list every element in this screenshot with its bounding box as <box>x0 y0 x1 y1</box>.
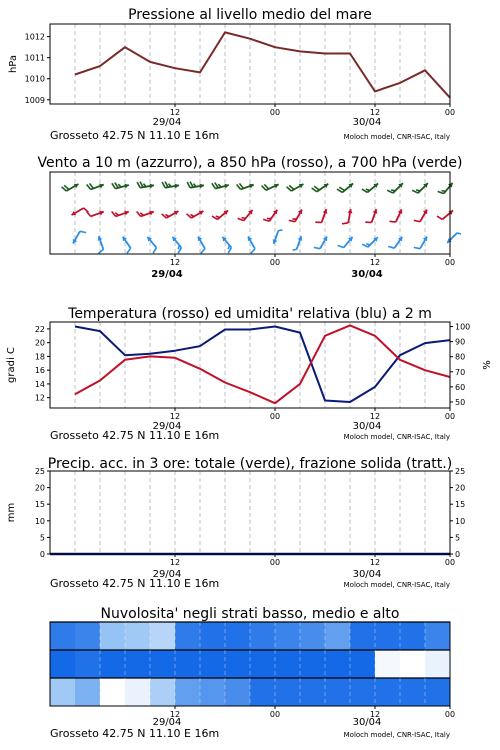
wind-barb-feather <box>218 184 221 187</box>
cloud-title: Nuvolosita' negli strati basso, medio e alto <box>100 606 400 622</box>
cloud-cell <box>75 678 101 706</box>
wind-barb-feather <box>338 245 344 247</box>
precip-ytick-label: 5 <box>39 533 45 543</box>
temp-ytick-label: 22 <box>34 324 45 334</box>
cloud-cell <box>325 622 351 650</box>
wind-title: Vento a 10 m (azzurro), a 850 hPa (rosso), a 700 hPa (verde) <box>37 155 463 171</box>
wind-barb-feather <box>165 182 168 188</box>
wind-barb-feather <box>442 191 446 192</box>
temp-ylabel: gradi C <box>6 347 17 383</box>
cloud-cell <box>225 650 251 678</box>
wind-barb-feather <box>115 183 118 188</box>
precip-date: 30/04 <box>352 569 382 580</box>
precip-time-tick: 00 <box>269 558 281 567</box>
wind-barb-feather <box>153 248 156 253</box>
wind-time-tick: 00 <box>269 258 281 267</box>
pressure-model-credit: Moloch model, CNR-ISAC, Italy <box>343 133 450 141</box>
humidity-y2tick-label: 70 <box>455 367 466 377</box>
wind-barb-feather <box>187 182 190 188</box>
precip-time-tick: 12 <box>169 558 181 567</box>
cloud-date: 30/04 <box>352 717 382 728</box>
temp-time-tick: 12 <box>169 412 181 421</box>
cloud-cell <box>75 650 101 678</box>
cloud-cell <box>125 650 151 678</box>
cloud-cell <box>400 678 426 706</box>
cloud-cell <box>300 678 326 706</box>
wind-barb-feather <box>388 246 394 248</box>
cloud-cell <box>375 678 401 706</box>
wind-barb-feather <box>416 190 420 191</box>
wind-level-2 <box>62 182 453 194</box>
precip-location: Grosseto 42.75 N 11.10 E 16m <box>50 577 220 590</box>
wind-barb-feather <box>112 211 116 216</box>
humidity-ylabel: % <box>482 360 493 370</box>
wind-time-tick: 12 <box>169 258 181 267</box>
humidity-y2tick-label: 100 <box>455 322 471 332</box>
precip-title: Precip. acc. in 3 ore: totale (verde), frazione solida (tratt.) <box>47 456 453 472</box>
cloud-cell <box>350 678 376 706</box>
wind-barb-feather <box>80 231 86 232</box>
cloud-cell <box>150 678 176 706</box>
wind-barb-feather <box>140 182 143 188</box>
precip-date: 29/04 <box>152 569 182 580</box>
cloud-cell <box>100 622 126 650</box>
wind-barb-feather <box>366 189 370 190</box>
cloud-cell <box>50 650 76 678</box>
wind-barb-feather <box>190 214 193 216</box>
pressure-location: Grosseto 42.75 N 11.10 E 16m <box>50 129 220 142</box>
cloud-cell <box>300 650 326 678</box>
pressure-ytick-label: 1009 <box>24 95 45 105</box>
wind-barb-feather <box>293 249 297 250</box>
pressure-date: 29/04 <box>152 117 182 128</box>
pressure-ytick-label: 1011 <box>24 53 45 63</box>
precip-time-tick: 00 <box>444 558 456 567</box>
wind-barb-feather <box>178 245 179 249</box>
humidity-series-line <box>75 327 450 403</box>
temp-ytick-label: 12 <box>34 393 45 403</box>
precip-ytick-label: 10 <box>34 516 45 526</box>
wind-barb-feather <box>127 248 131 253</box>
cloud-cell <box>50 678 76 706</box>
cloud-cell <box>275 650 301 678</box>
temp-ytick-label: 16 <box>34 366 45 376</box>
wind-barb-feather <box>238 218 244 220</box>
wind-barb-feather <box>190 182 193 188</box>
wind-barb-feather <box>242 218 246 219</box>
cloud-cell <box>425 622 451 650</box>
cloud-cell <box>425 678 451 706</box>
pressure-time-tick: 12 <box>169 108 181 117</box>
cloud-location: Grosseto 42.75 N 11.10 E 16m <box>50 727 220 740</box>
cloud-cell <box>125 678 151 706</box>
cloud-cell <box>75 622 101 650</box>
temp-location: Grosseto 42.75 N 11.10 E 16m <box>50 429 220 442</box>
cloud-cell <box>275 678 301 706</box>
cloud-cell <box>200 678 226 706</box>
wind-time-tick: 00 <box>444 258 456 267</box>
wind-barb-feather <box>339 187 344 190</box>
cloud-cell <box>175 678 201 706</box>
precip-time-tick: 12 <box>369 558 381 567</box>
cloud-cell <box>50 622 76 650</box>
wind-barb-feather <box>263 219 269 221</box>
cloud-cell <box>375 622 401 650</box>
cloud-cell <box>350 650 376 678</box>
cloud-cell <box>375 650 401 678</box>
temp-title: Temperatura (rosso) ed umidita' relativa (blu) a 2 m <box>68 306 432 322</box>
cloud-cell <box>275 622 301 650</box>
wind-barb-feather <box>251 249 255 254</box>
cloud-cell <box>250 678 276 706</box>
temp-time-tick: 12 <box>369 412 381 421</box>
temp-model-credit: Moloch model, CNR-ISAC, Italy <box>343 433 450 441</box>
pressure-title: Pressione al livello medio del mare <box>128 7 372 23</box>
wind-barb-feather <box>391 190 395 191</box>
cloud-cell <box>200 650 226 678</box>
wind-barb-feather <box>215 183 218 188</box>
cloud-cell <box>425 650 451 678</box>
cloud-cell <box>250 650 276 678</box>
precip-ylabel: mm <box>6 502 17 523</box>
wind-barb-feather <box>366 244 370 245</box>
wind-barb-feather <box>389 221 395 222</box>
cloud-cell <box>100 678 126 706</box>
wind-date: 30/04 <box>351 269 383 280</box>
cloud-cell <box>200 622 226 650</box>
precip-right-y2tick-label: 20 <box>455 483 466 493</box>
wind-barb-feather <box>437 216 442 219</box>
wind-level-1 <box>72 208 454 224</box>
precip-right-y2tick-label: 15 <box>455 500 466 510</box>
wind-barb-feather <box>289 220 295 221</box>
precip-right-y2tick-label: 5 <box>455 533 461 543</box>
pressure-plot-frame <box>50 24 450 104</box>
pressure-time-tick: 00 <box>269 108 281 117</box>
cloud-cell <box>175 622 201 650</box>
wind-barb-feather <box>140 213 143 216</box>
wind-barb-feather <box>228 245 229 249</box>
cloud-cell <box>400 622 426 650</box>
humidity-y2tick-label: 80 <box>455 352 466 362</box>
cloud-cell <box>100 650 126 678</box>
cloud-model-credit: Moloch model, CNR-ISAC, Italy <box>343 731 450 739</box>
precip-ytick-label: 15 <box>34 500 45 510</box>
cloud-cell <box>225 622 251 650</box>
wind-barb-feather <box>414 220 420 221</box>
cloud-cell <box>250 622 276 650</box>
wind-barb-feather <box>342 223 348 224</box>
wind-time-tick: 12 <box>369 258 381 267</box>
humidity-y2tick-label: 90 <box>455 337 466 347</box>
cloud-time-tick: 00 <box>269 710 281 719</box>
humidity-y2tick-label: 60 <box>455 382 466 392</box>
cloud-cell <box>325 678 351 706</box>
wind-barb-feather <box>438 191 444 193</box>
cloud-cell <box>300 622 326 650</box>
wind-barb-feather <box>98 249 103 253</box>
cloud-cell <box>400 650 426 678</box>
wind-barb-feather <box>314 247 320 248</box>
temp-ytick-label: 20 <box>34 338 45 348</box>
wind-barb-feather <box>212 183 215 188</box>
temp-ytick-label: 18 <box>34 352 45 362</box>
precip-model-credit: Moloch model, CNR-ISAC, Italy <box>343 581 450 589</box>
pressure-ytick-label: 1010 <box>24 74 45 84</box>
cloud-cell <box>175 650 201 678</box>
wind-barb-feather <box>112 183 115 188</box>
wind-barb-feather <box>216 216 220 217</box>
cloud-cell <box>125 622 151 650</box>
cloud-time-tick: 12 <box>369 710 381 719</box>
wind-barb-feather <box>162 182 165 188</box>
wind-barb-feather <box>118 184 121 187</box>
precip-ytick-label: 20 <box>34 483 45 493</box>
pressure-series-line <box>75 32 450 97</box>
wind-barb-feather <box>201 249 205 254</box>
precip-right-y2tick-label: 10 <box>455 516 466 526</box>
cloud-cell <box>150 650 176 678</box>
humidity-y2tick-label: 50 <box>455 397 466 407</box>
cloud-cell <box>150 622 176 650</box>
wind-barb-feather <box>137 182 140 188</box>
temp-time-tick: 00 <box>269 412 281 421</box>
pressure-ytick-label: 1012 <box>24 32 45 42</box>
pressure-time-tick: 00 <box>444 108 456 117</box>
temp-date: 29/04 <box>152 421 182 432</box>
wind-barb-feather <box>457 233 461 234</box>
cloud-time-tick: 00 <box>444 710 456 719</box>
wind-barb-feather <box>87 211 91 216</box>
pressure-ylabel: hPa <box>8 54 19 74</box>
wind-barb-feather <box>137 211 141 216</box>
cloud-cell <box>325 650 351 678</box>
wind-barb-feather <box>337 189 342 192</box>
temp-ytick-label: 14 <box>34 379 45 389</box>
precip-right-y2tick-label: 0 <box>455 550 461 559</box>
wind-barb-feather <box>414 247 420 248</box>
cloud-date: 29/04 <box>152 717 182 728</box>
wind-barb-feather <box>278 230 282 231</box>
cloud-cell <box>350 622 376 650</box>
cloud-cell <box>225 678 251 706</box>
temp-date: 30/04 <box>352 421 382 432</box>
precip-right-y2tick-label: 25 <box>455 467 466 476</box>
wind-barb-feather <box>165 214 168 216</box>
cloud-time-tick: 12 <box>169 710 181 719</box>
pressure-date: 30/04 <box>352 117 382 128</box>
wind-level-0 <box>73 230 461 253</box>
precip-ytick-label: 0 <box>39 550 45 559</box>
pressure-time-tick: 12 <box>369 108 381 117</box>
temp-time-tick: 00 <box>444 412 456 421</box>
wind-barb-feather <box>115 213 118 216</box>
wind-date: 29/04 <box>151 269 183 280</box>
precip-ytick-label: 25 <box>34 467 45 476</box>
